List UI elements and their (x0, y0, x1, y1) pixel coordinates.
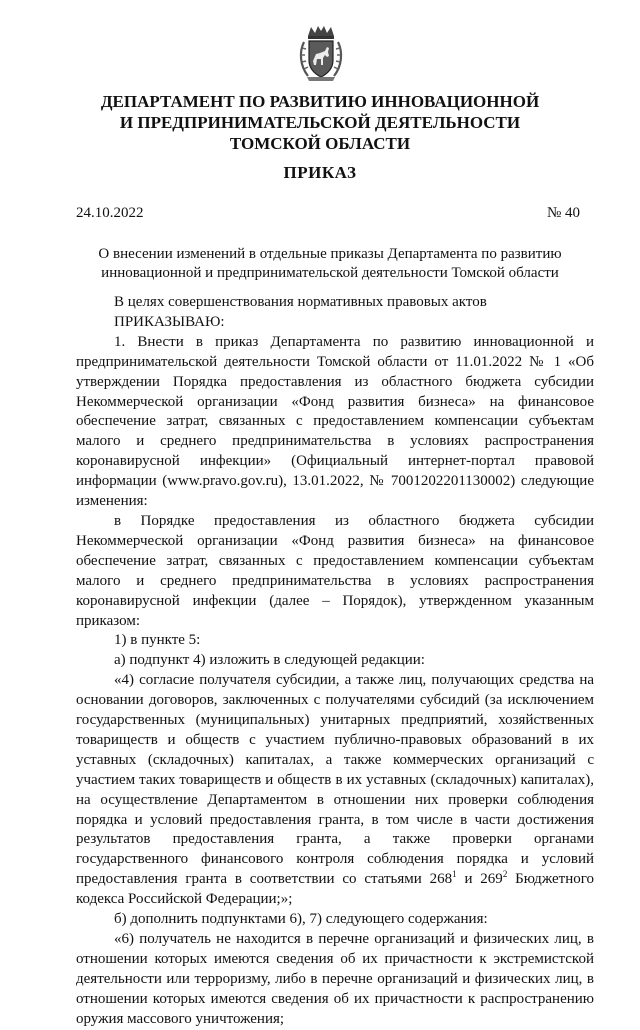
quote-4-text: «4) согласие получателя субсидии, а также лиц, получающих средства на основании договоров, заключенных с получателями субсидий (за исключением государственных (муниципальных) унитарных предприятий, хозяйственных товариществ и обществ с участием публично-правовых образований в их уставных (складочных) капиталах, а также коммерческих организаций с участием таких товариществ и обществ в их уставных (складочных) капиталах), на осуществление Департаментом в отношении них проверки соблюдения порядка и условий предоставления гранта, в том числе в части достижения результатов предоставления гранта, а также проверки органами государственного финансового контроля соблюдения порядка и условий предоставления гранта в соответствии со статьями 268 (76, 672, 594, 888)
intro-paragraph: В целях совершенствования нормативных правовых актов (114, 294, 487, 310)
document-body (76, 293, 594, 1030)
subpoint-a-paragraph: а) подпункт 4) изложить в следующей редакции: (114, 652, 425, 669)
document-subject: О внесении изменений в отдельные приказы Департамента по развитию инновационной и предпринимательской деятельности Томской области (98, 246, 562, 281)
document-date: 24.10.2022 (76, 205, 144, 221)
quote-4-end: Бюджетного кодекса Российской Федерации;»; (76, 871, 595, 908)
department-title-line: ТОМСКОЙ ОБЛАСТИ (229, 134, 411, 153)
order-procedure-paragraph: в Порядке предоставления из областного бюджета субсидии Некоммерческой организации «Фонд развития бизнеса» на финансовое обеспечение затрат, связанных с предоставлением компенсации субъектам малого и среднего предпринимательства в условиях распространения коронавирусной инфекции (далее – Порядок), утвержденном указанным приказом: (76, 512, 594, 629)
order-word: ПРИКАЗЫВАЮ: (114, 313, 225, 330)
department-title (60, 91, 580, 154)
point-5-paragraph: 1) в пункте 5: (114, 632, 201, 649)
coat-of-arms-emblem (298, 24, 344, 82)
department-title-line: ДЕПАРТАМЕНТ ПО РАЗВИТИЮ ИННОВАЦИОННОЙ (100, 92, 540, 111)
department-title-line: И ПРЕДПРИНИМАТЕЛЬСКОЙ ДЕЯТЕЛЬНОСТИ (119, 113, 521, 132)
item-1-paragraph: 1. Внести в приказ Департамента по развитию инновационной и предпринимательской деятельности Томской области от 11.01.2022 № 1 «Об утверждении Порядка предоставления из областного бюджета субсидии Некоммерческой организации «Фонд развития бизнеса» на финансовое обеспечение затрат, связанных с предоставлением компенсации субъектам малого и среднего предпринимательства в условиях распространения коронавирусной инфекции» (Официальный интернет-портал правовой информации (www.pravo.gov.ru), 13.01.2022, № 7001202201130002) следующие изменения: (76, 333, 594, 510)
quote-4-and: и 269 (456, 871, 503, 888)
superscript-1: 1 (452, 869, 457, 880)
quote-subpoint-6-paragraph: «6) получатель не находится в перечне организаций и физических лиц, в отношении которых имеются сведения об их причастности к экстремистской деятельности или терроризму, либо в перечне организаций и физических лиц, в отношении которых имеются сведения об их причастности к распространению оружия массового уничтожения; (76, 931, 594, 1027)
document-number: № 40 (546, 205, 580, 221)
subpoint-b-paragraph: б) дополнить подпунктами 6), 7) следующего содержания: (114, 911, 488, 928)
quote-subpoint-4-paragraph (76, 671, 594, 910)
document-type-heading: ПРИКАЗ (283, 163, 357, 182)
superscript-2: 2 (502, 869, 508, 880)
